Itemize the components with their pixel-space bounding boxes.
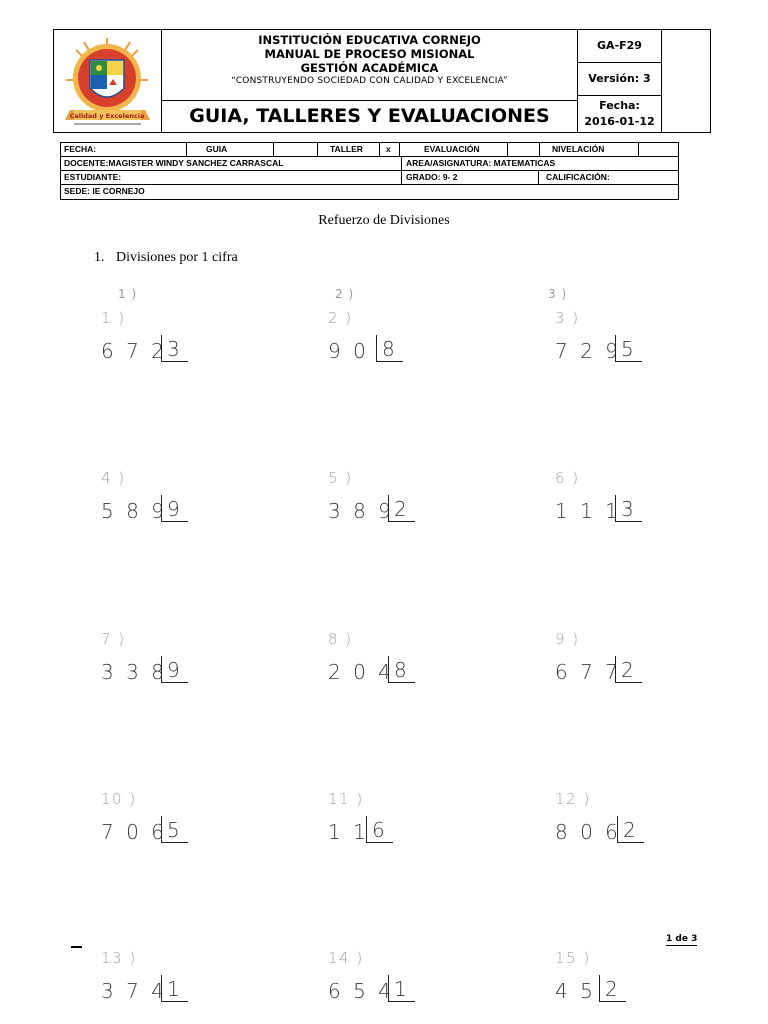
dividend: 1 1 bbox=[328, 820, 369, 844]
exercise-4 bbox=[101, 469, 261, 539]
exercise-3 bbox=[555, 309, 715, 379]
document-meta bbox=[578, 30, 662, 132]
management-area: GESTIÓN ACADÉMICA bbox=[300, 61, 439, 75]
section-number: 1. bbox=[94, 250, 105, 265]
divisor: 8 bbox=[394, 658, 407, 682]
exercise-label: 13 ) bbox=[101, 949, 137, 967]
page-number: 1 de 3 bbox=[666, 934, 698, 944]
divisor: 2 bbox=[621, 658, 634, 682]
division-bracket bbox=[615, 495, 642, 522]
ghost-label: 1 ) bbox=[118, 287, 138, 301]
exercise-label: 12 ) bbox=[555, 790, 591, 808]
logo-cell bbox=[54, 30, 162, 132]
dividend: 3 7 4 bbox=[101, 979, 167, 1003]
ghost-label: 3 ) bbox=[548, 287, 568, 301]
document-version: Versión: 3 bbox=[578, 63, 661, 96]
dividend: 7 2 9 bbox=[555, 339, 621, 363]
student-field: ESTUDIANTE: bbox=[64, 172, 122, 182]
division-bracket bbox=[161, 495, 188, 522]
grade-score-field: CALIFICACIÓN: bbox=[546, 172, 610, 182]
nivelacion-label: NIVELACIÓN bbox=[552, 144, 605, 154]
exercise-13 bbox=[101, 949, 261, 1019]
exercise-9 bbox=[555, 630, 715, 700]
exercise-label: 9 ) bbox=[555, 630, 580, 648]
division-bracket bbox=[615, 335, 642, 362]
exercise-label: 1 ) bbox=[101, 309, 126, 327]
dividend: 3 8 9 bbox=[328, 499, 394, 523]
division-bracket bbox=[388, 495, 415, 522]
divisor: 9 bbox=[167, 497, 180, 521]
site: SEDE: IE CORNEJO bbox=[64, 186, 145, 196]
date-value: 2016-01-12 bbox=[584, 115, 655, 128]
motto: “CONSTRUYENDO SOCIEDAD CON CALIDAD Y EXCELENCIA” bbox=[231, 76, 508, 86]
document-header bbox=[53, 29, 711, 133]
division-bracket bbox=[388, 656, 415, 683]
ghost-label: 2 ) bbox=[335, 287, 355, 301]
section-heading bbox=[94, 250, 238, 266]
info-row-teacher bbox=[61, 157, 678, 171]
exercise-label: 5 ) bbox=[328, 469, 353, 487]
exercise-label: 4 ) bbox=[101, 469, 126, 487]
worksheet-title: Refuerzo de Divisiones bbox=[318, 213, 450, 228]
exercise-7 bbox=[101, 630, 261, 700]
divisor: 6 bbox=[372, 818, 385, 842]
taller-mark: x bbox=[386, 144, 391, 154]
exercise-label: 8 ) bbox=[328, 630, 353, 648]
divisor: 2 bbox=[394, 497, 407, 521]
dividend: 6 5 4 bbox=[328, 979, 394, 1003]
exercise-11 bbox=[328, 790, 488, 860]
teacher: DOCENTE:MAGISTER WINDY SANCHEZ CARRASCAL bbox=[64, 158, 284, 168]
exercise-5 bbox=[328, 469, 488, 539]
evaluacion-label: EVALUACIÓN bbox=[424, 144, 480, 154]
division-bracket bbox=[161, 335, 188, 362]
dividend: 6 7 7 bbox=[555, 660, 621, 684]
exercise-label: 7 ) bbox=[101, 630, 126, 648]
division-bracket bbox=[376, 335, 403, 362]
section-text: Divisiones por 1 cifra bbox=[116, 250, 238, 265]
division-bracket bbox=[388, 975, 415, 1002]
info-row-site bbox=[61, 185, 678, 199]
division-bracket bbox=[161, 656, 188, 683]
date-label: Fecha: bbox=[599, 99, 640, 112]
info-row-student bbox=[61, 171, 678, 185]
divisor: 2 bbox=[605, 977, 618, 1001]
dividend: 4 5 bbox=[555, 979, 596, 1003]
division-bracket bbox=[617, 816, 644, 843]
divisor: 8 bbox=[382, 337, 395, 361]
subject: AREA/ASIGNATURA: MATEMATICAS bbox=[406, 158, 556, 168]
grade: GRADO: 9- 2 bbox=[406, 172, 458, 182]
divisor: 5 bbox=[621, 337, 634, 361]
exercise-label: 3 ) bbox=[555, 309, 580, 327]
exercise-12 bbox=[555, 790, 715, 860]
exercise-label: 15 ) bbox=[555, 949, 591, 967]
exercise-label: 14 ) bbox=[328, 949, 364, 967]
exercise-label: 11 ) bbox=[328, 790, 364, 808]
dividend: 7 0 6 bbox=[101, 820, 167, 844]
fecha-label: FECHA: bbox=[64, 144, 97, 154]
dividend: 5 8 9 bbox=[101, 499, 167, 523]
institution-block bbox=[162, 30, 577, 101]
document-type-title: GUIA, TALLERES Y EVALUACIONES bbox=[189, 105, 550, 127]
manual-name: MANUAL DE PROCESO MISIONAL bbox=[264, 47, 475, 61]
divisor: 2 bbox=[623, 818, 636, 842]
stray-dash-mark bbox=[71, 946, 82, 948]
exercise-14 bbox=[328, 949, 488, 1019]
document-code: GA-F29 bbox=[578, 30, 661, 63]
divisor: 1 bbox=[394, 977, 407, 1001]
exercise-label: 10 ) bbox=[101, 790, 137, 808]
logo-ribbon-text: Calidad y Excelencia bbox=[69, 112, 145, 120]
division-bracket bbox=[366, 816, 393, 843]
school-crest-logo bbox=[54, 30, 161, 132]
exercise-label: 6 ) bbox=[555, 469, 580, 487]
dividend: 8 0 6 bbox=[555, 820, 621, 844]
divisor: 5 bbox=[167, 818, 180, 842]
student-info-table bbox=[60, 142, 679, 200]
exercise-15 bbox=[555, 949, 715, 1019]
dividend: 3 3 8 bbox=[101, 660, 167, 684]
division-bracket bbox=[615, 656, 642, 683]
division-bracket bbox=[599, 975, 626, 1002]
taller-label: TALLER bbox=[330, 144, 363, 154]
exercise-1 bbox=[101, 309, 261, 379]
exercise-2 bbox=[328, 309, 488, 379]
divisor: 3 bbox=[167, 337, 180, 361]
dividend: 9 0 bbox=[328, 339, 369, 363]
dividend: 2 0 4 bbox=[328, 660, 394, 684]
dividend: 6 7 2 bbox=[101, 339, 167, 363]
header-title-cell bbox=[162, 30, 578, 132]
exercise-8 bbox=[328, 630, 488, 700]
exercise-10 bbox=[101, 790, 261, 860]
institution-name: INSTITUCIÓN EDUCATIVA CORNEJO bbox=[258, 33, 481, 47]
dividend: 1 1 1 bbox=[555, 499, 621, 523]
exercise-6 bbox=[555, 469, 715, 539]
division-bracket bbox=[161, 975, 188, 1002]
exercise-label: 2 ) bbox=[328, 309, 353, 327]
document-date bbox=[578, 96, 661, 132]
division-bracket bbox=[161, 816, 188, 843]
divisor: 1 bbox=[167, 977, 180, 1001]
guia-label: GUIA bbox=[206, 144, 228, 154]
divisor: 3 bbox=[621, 497, 634, 521]
divisor: 9 bbox=[167, 658, 180, 682]
info-row-type bbox=[61, 143, 678, 157]
